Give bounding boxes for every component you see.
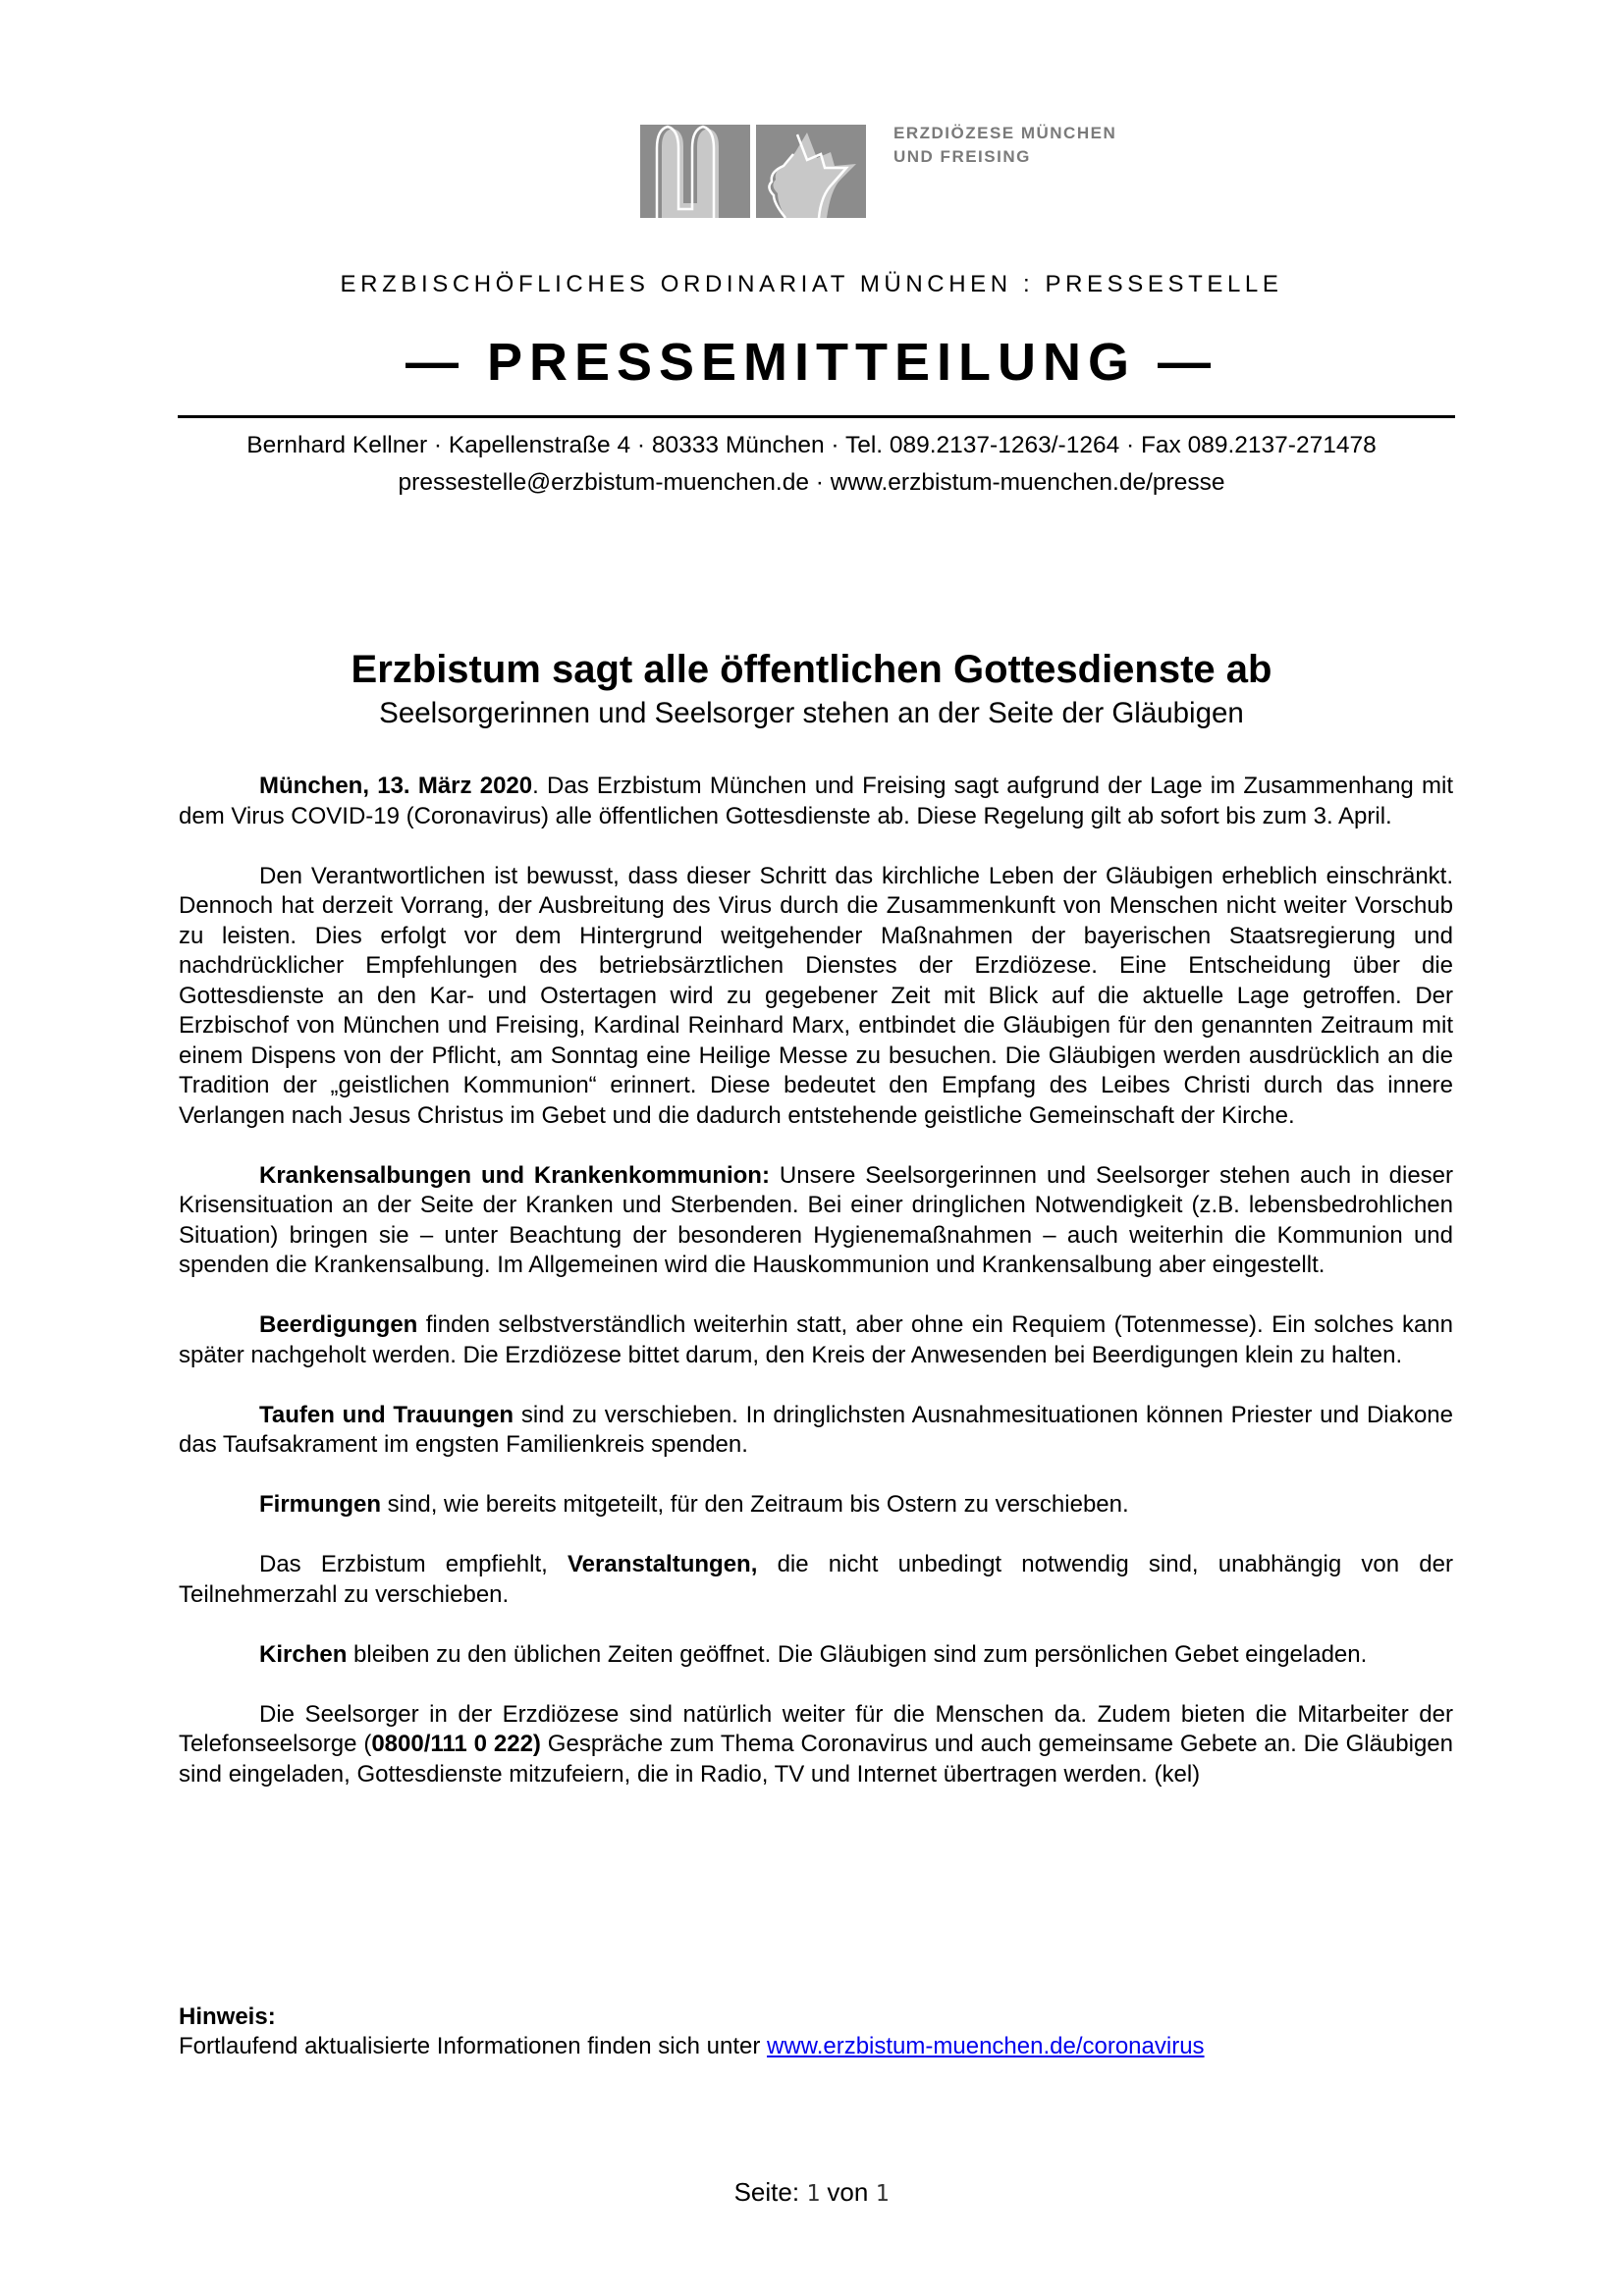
page-footer <box>0 2177 1623 2208</box>
org-line: ERZBISCHÖFLICHES ORDINARIAT MÜNCHEN : PRESSESTELLE <box>340 271 1283 297</box>
paragraph-lead: Kirchen <box>259 1640 348 1668</box>
press-release-title: — PRESSEMITTEILUNG — <box>405 333 1218 392</box>
article-subheadline: Seelsorgerinnen und Seelsorger stehen an der Seite der Gläubigen <box>379 697 1244 729</box>
frauenkirche-towers-icon <box>640 125 750 218</box>
paragraph-text: sind zu verschieben. In dringlichsten Ausnahmesituationen können Priester und Diakone das Taufsakrament im engsten Familienkreis spenden. <box>179 1401 1453 1458</box>
contact-line-1: Bernhard Kellner · Kapellenstraße 4 · 80333 München · Tel. 089.2137-1263/-1264 · Fax 089.2137-271478 <box>246 432 1377 458</box>
page-current: 1 <box>806 2181 821 2207</box>
page-label: Seite: <box>733 2177 800 2207</box>
paragraph-text: Unsere Seelsorgerinnen und Seelsorger stehen auch in dieser Krisensituation an der Seite der Kranken und Sterbenden. Bei einer dringlichen Notwendigkeit (z.B. lebensbedrohlichen Situation) bringen sie – unter Beachtung der besonderen Hygienemaßnahmen – auch weiterhin die Kommunion und spenden die Krankensalbung. Im Allgemeinen wird die Hauskommunion und Krankensalbung aber eingestellt. <box>179 1161 1454 1278</box>
paragraph <box>179 1700 1453 1790</box>
logo-text <box>893 122 1116 169</box>
paragraph-text: finden selbstverständlich weiterhin statt, aber ohne ein Requiem (Totenmesse). Ein solches kann später nachgeholt werden. Die Erzdiözese bittet darum, den Kreis der Anwesenden bei Beerdigungen klein zu halten. <box>179 1311 1453 1368</box>
paragraph-lead: Veranstaltungen, <box>567 1551 758 1577</box>
paragraph <box>179 1161 1453 1281</box>
paragraph <box>179 1550 1453 1610</box>
paragraph-lead: Taufen und Trauungen <box>259 1401 514 1428</box>
note-section <box>179 2002 1453 2061</box>
paragraph-text: bleiben zu den üblichen Zeiten geöffnet. Die Gläubigen sind zum persönlichen Gebet eingeladen. <box>347 1640 1368 1668</box>
paragraph-lead: Krankensalbungen und Krankenkommunion: <box>259 1161 770 1189</box>
paragraph <box>179 1640 1453 1671</box>
article-headline: Erzbistum sagt alle öffentlichen Gottesdienste ab <box>351 648 1272 691</box>
contact-line-2: pressestelle@erzbistum-muenchen.de · www.erzbistum-muenchen.de/presse <box>398 469 1225 496</box>
paragraph-text: Den Verantwortlichen ist bewusst, dass dieser Schritt das kirchliche Leben der Gläubigen erheblich einschränkt. Dennoch hat derzeit Vorrang, der Ausbreitung des Virus durch die Zusammenkunft von Menschen nicht weiter Vorschub zu leisten. Dies erfolgt vor dem Hintergrund weitgehender Maßnahmen der bayerischen Staatsregierung und nachdrücklicher Empfehlungen des betriebsärztlichen Dienstes der Erzdiözese. Eine Entscheidung über die Gottesdienste an den Kar- und Ostertagen wird zu gegebener Zeit mit Blick auf die aktuelle Lage getroffen. Der Erzbischof von München und Freising, Kardinal Reinhard Marx, entbindet die Gläubigen für den genannten Zeitraum mit einem Dispens von der Pflicht, am Sonntag eine Heilige Messe zu besuchen. Die Gläubigen werden ausdrücklich an die Tradition der „geistlichen Kommunion“ erinnert. Diese bedeutet den Empfang des Leibes Christi durch das innere Verlangen nach Jesus Christus im Gebet und die dadurch entstehende geistliche Gemeinschaft der Kirche. <box>179 862 1453 1129</box>
paragraph <box>179 1490 1453 1521</box>
paragraph-lead: München, 13. März 2020 <box>259 773 533 799</box>
paragraph <box>179 772 1453 831</box>
paragraph-text: . Das Erzbistum München und Freising sagt aufgrund der Lage im Zusammenhang mit dem Virus COVID-19 (Coronavirus) alle öffentlichen Gottesdienste ab. Diese Regelung gilt ab sofort bis zum 3. April. <box>179 773 1453 829</box>
moor-crown-icon <box>756 125 866 218</box>
logo-line-1: ERZDIÖZESE MÜNCHEN <box>893 124 1117 142</box>
paragraph <box>179 862 1453 1132</box>
page-sep: von <box>827 2177 869 2207</box>
paragraph-lead: Beerdigungen <box>259 1311 418 1338</box>
paragraph-text: Gespräche zum Thema Coronavirus und auch gemeinsame Gebete an. Die Gläubigen sind eingeladen, Gottesdienste mitzufeiern, die in Radio, TV und Internet übertragen werden. (kel) <box>179 1731 1453 1788</box>
note-text: Fortlaufend aktualisierte Informationen finden sich unter <box>179 2033 768 2059</box>
header-divider <box>178 415 1455 418</box>
paragraph-text: die nicht unbedingt notwendig sind, unabhängig von der Teilnehmerzahl zu verschieben. <box>179 1551 1453 1608</box>
paragraph <box>179 1310 1453 1370</box>
diocese-logo <box>640 122 1151 220</box>
paragraph-text: sind, wie bereits mitgeteilt, für den Zeitraum bis Ostern zu verschieben. <box>381 1491 1129 1518</box>
logo-line-2: UND FREISING <box>893 147 1031 166</box>
paragraph-lead: Firmungen <box>259 1491 381 1518</box>
paragraph <box>179 1401 1453 1461</box>
note-label: Hinweis: <box>179 2003 276 2030</box>
paragraph-pre: Das Erzbistum empfiehlt, <box>259 1551 568 1577</box>
paragraph-lead: 0800/111 0 222) <box>371 1731 541 1757</box>
article-body <box>179 772 1453 1820</box>
coronavirus-info-link[interactable]: www.erzbistum-muenchen.de/coronavirus <box>767 2033 1205 2059</box>
page-total: 1 <box>875 2181 890 2207</box>
paragraph-pre: Die Seelsorger in der Erzdiözese sind natürlich weiter für die Menschen da. Zudem bieten die Mitarbeiter der Telefonseelsorge ( <box>179 1700 1453 1757</box>
